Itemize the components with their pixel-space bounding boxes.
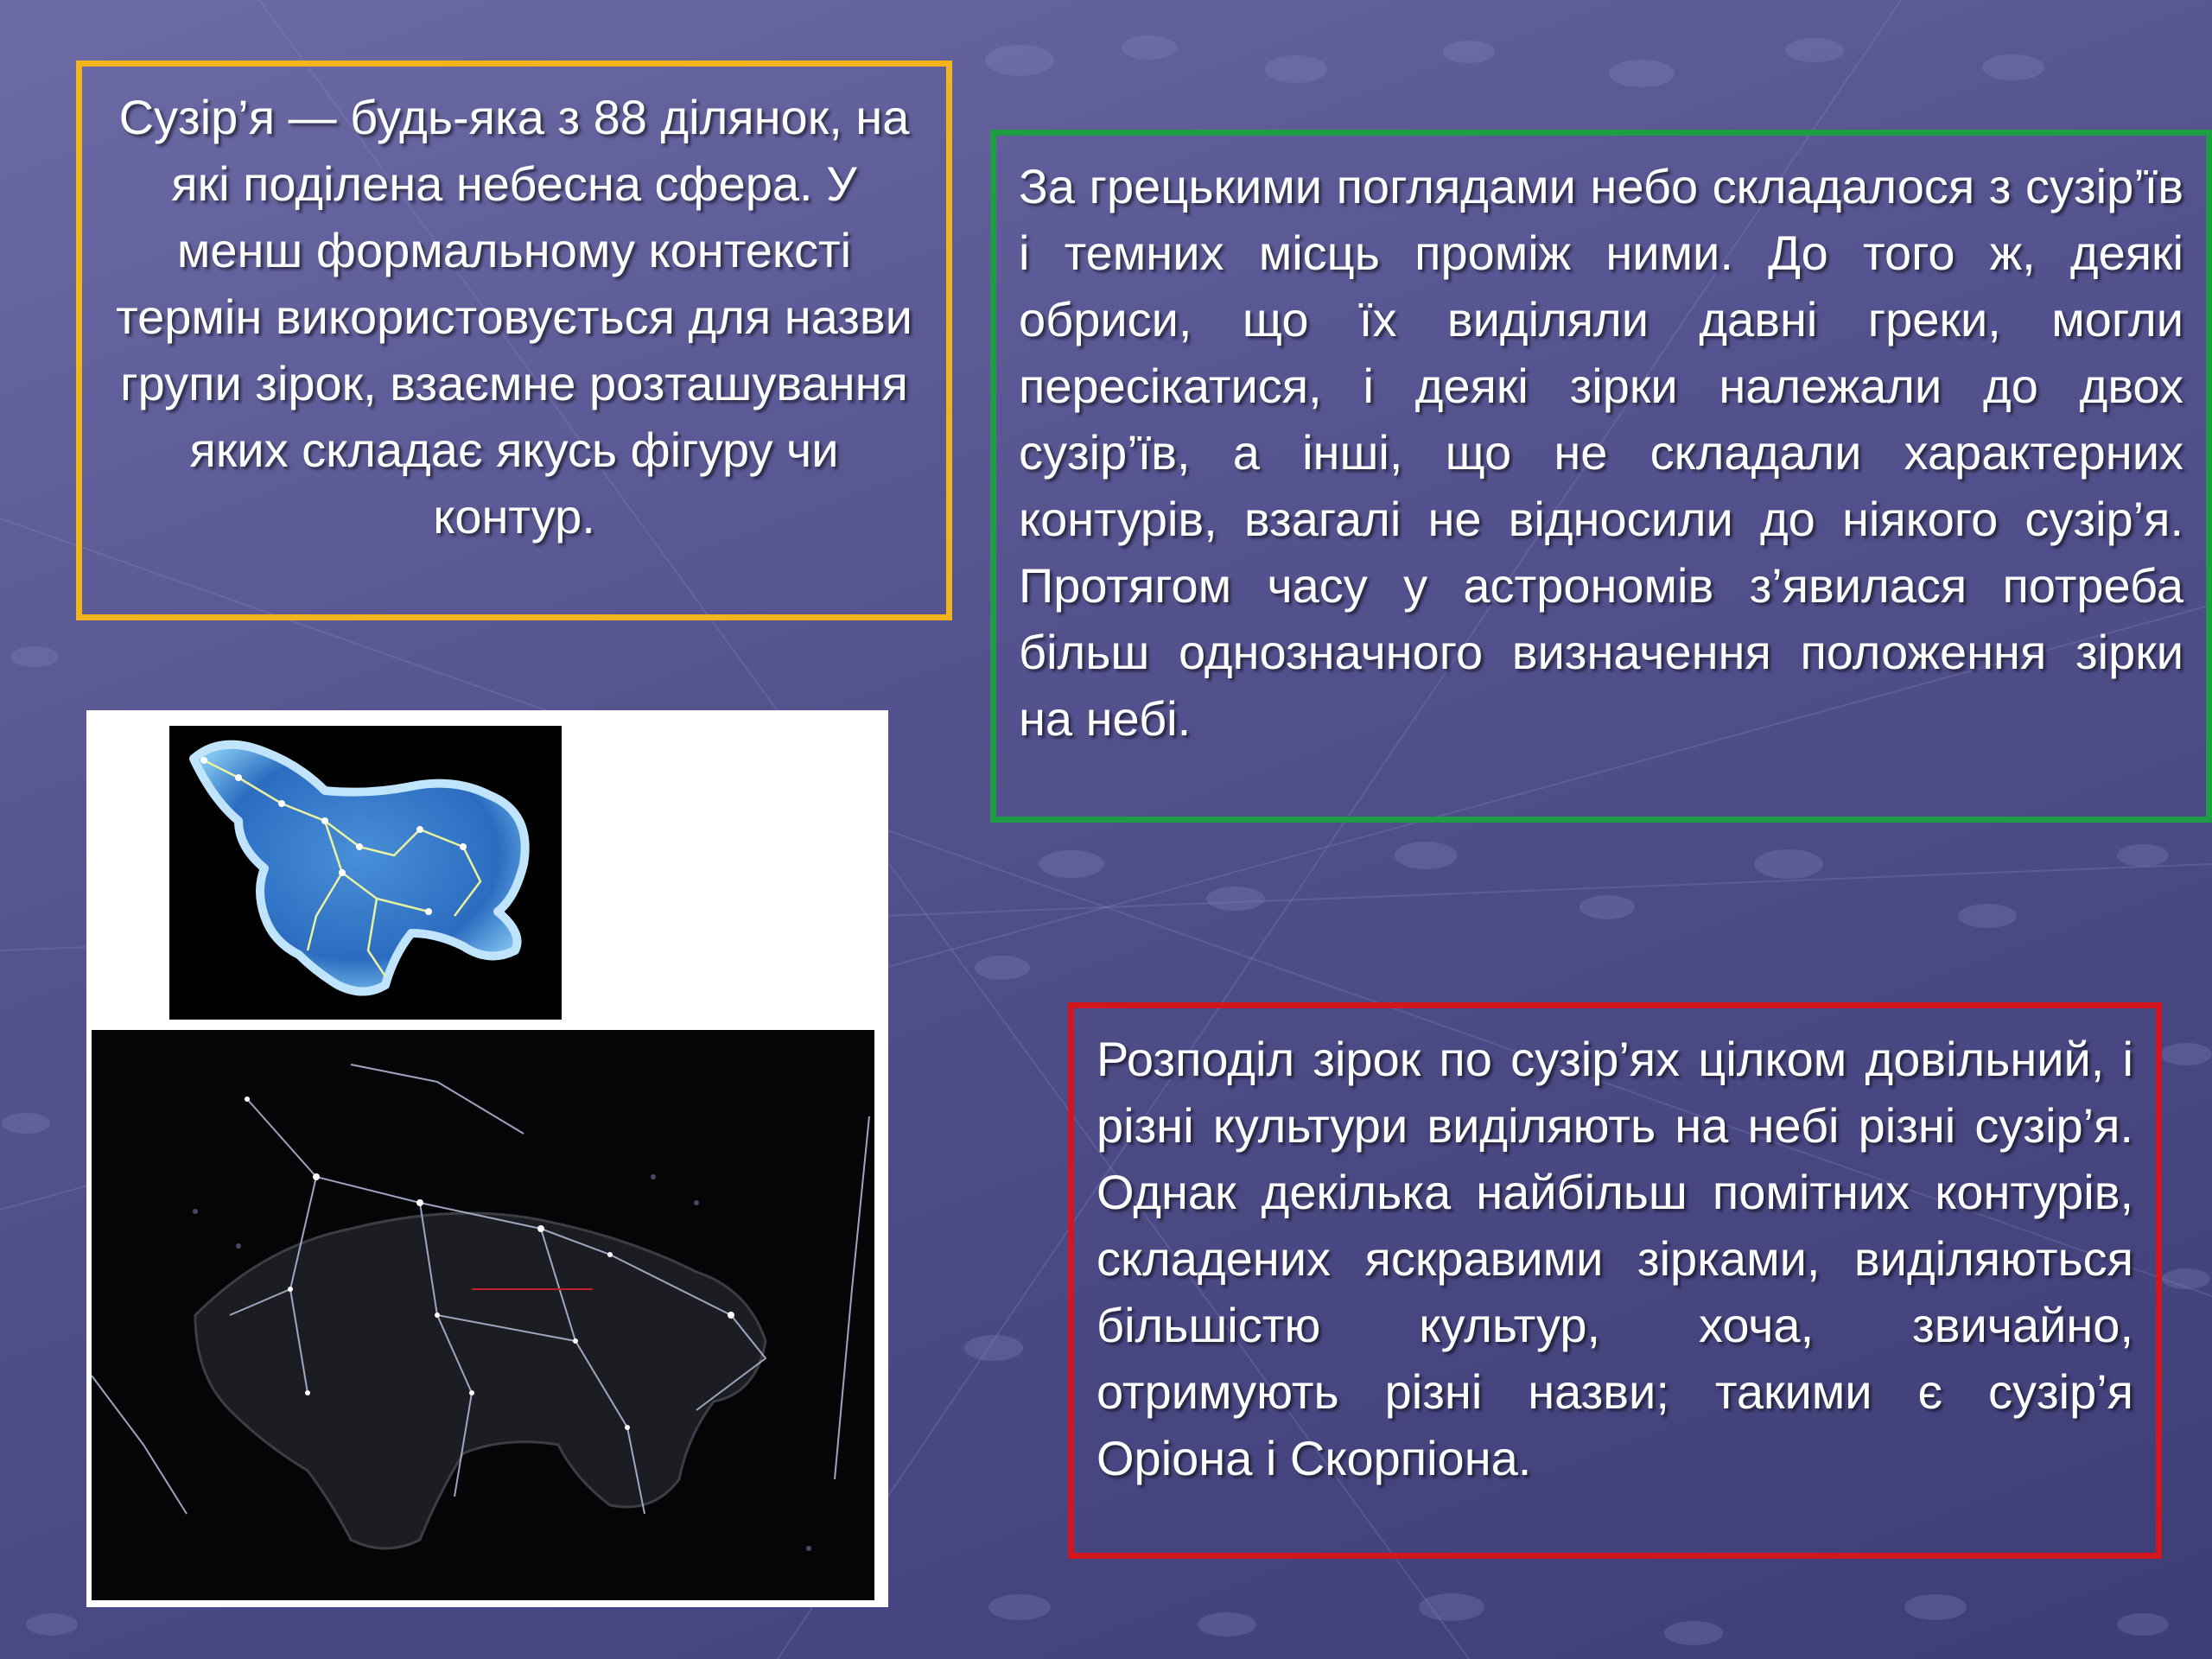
cultures-text: Розподіл зірок по сузір’ях цілком довільний, і різні культури виділяють на небі різні сузір’я. Однак декілька найбільш помітних контурів, складених яскравими зірками, виділяються більшістю культур, хоча, звичайно, отримують різні назви; такими є сузір’я Оріона і Скорпіона. [1096, 1032, 2133, 1485]
definition-textbox [76, 60, 952, 620]
greek-view-text: За грецькими поглядами небо складалося з сузір’їв і темних місць проміж ними. До того ж, деякі обриси, що їх виділяли давні греки, могли пересікатися, і деякі зірки належали до двох сузір’їв, а інші, що не складали характерних контурів, взагалі не відносили до ніякого сузір’я. Протягом часу у астрономів з’явилася потреба більш однозначного визначення положення зірки на небі. [1019, 159, 2183, 746]
constellation-images-panel [86, 710, 888, 1607]
bear-illustration-image [169, 726, 562, 1020]
definition-text: Сузір’я — будь-яка з 88 ділянок, на які поділена небесна сфера. У менш формальному контексті термін використовується для назви групи зірок, взаємне розташування яких складає якусь фігуру чи контур. [116, 90, 912, 543]
greek-view-textbox [990, 130, 2212, 823]
bear-star-chart-image [92, 1030, 874, 1600]
cultures-textbox [1068, 1002, 2162, 1559]
